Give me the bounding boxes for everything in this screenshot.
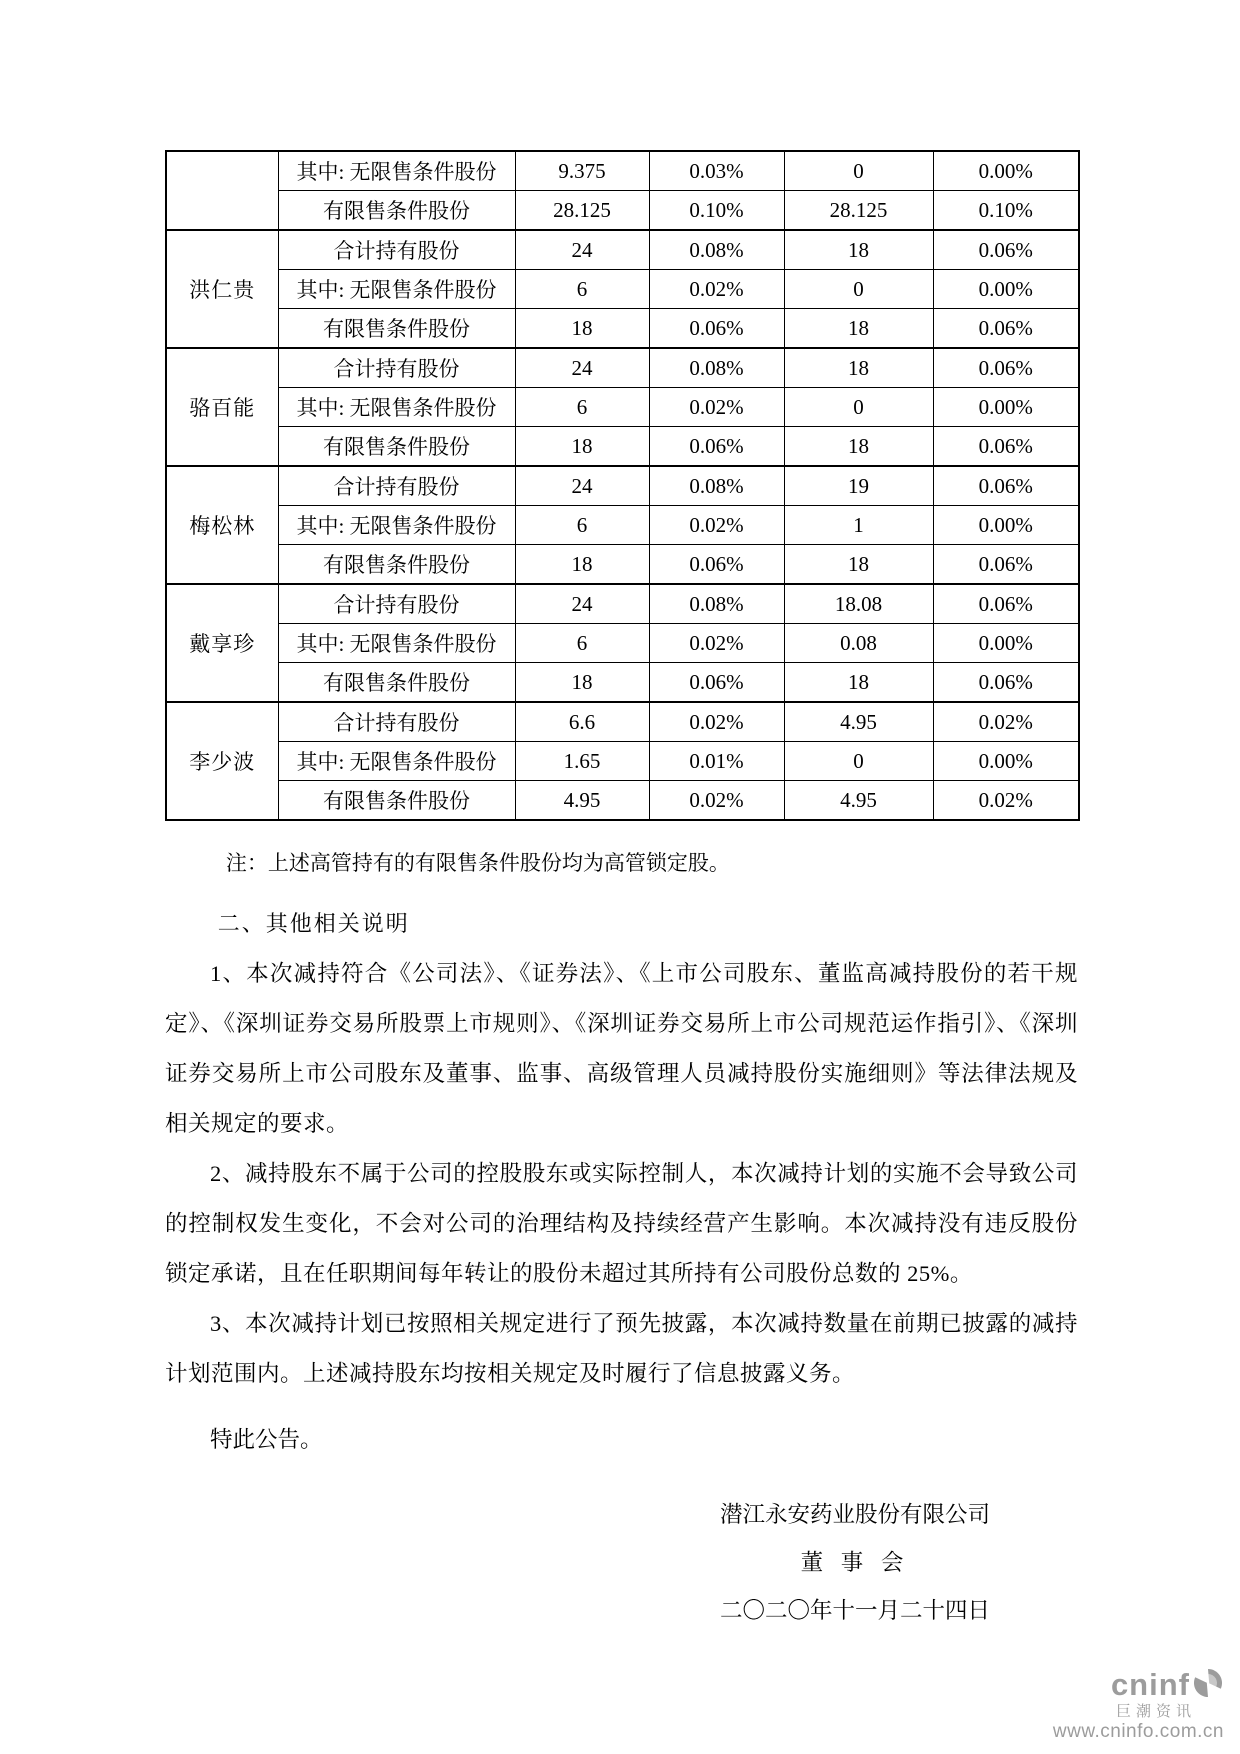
cell-value: 4.95 <box>784 781 933 821</box>
cell-value: 0 <box>784 742 933 781</box>
cell-value: 24 <box>515 348 649 388</box>
signature-block <box>720 1491 990 1635</box>
cell-value: 0.06% <box>933 584 1079 624</box>
cell-value: 0.00% <box>933 624 1079 663</box>
cell-value: 24 <box>515 230 649 270</box>
cell-value: 4.95 <box>784 702 933 742</box>
cninfo-watermark <box>1053 1667 1224 1742</box>
paragraph-3: 3、本次减持计划已按照相关规定进行了预先披露，本次减持数量在前期已披露的减持计划范围内。上述减持股东均按相关规定及时履行了信息披露义务。 <box>165 1311 1078 1386</box>
cell-share-type: 其中: 无限售条件股份 <box>278 151 515 191</box>
cell-value: 0.02% <box>933 702 1079 742</box>
cell-value: 18 <box>784 545 933 585</box>
cell-value: 0.02% <box>649 702 784 742</box>
cell-value: 6 <box>515 388 649 427</box>
shareholding-table <box>165 150 1080 821</box>
cell-shareholder-name: 梅松林 <box>166 466 278 584</box>
cell-value: 0.00% <box>933 388 1079 427</box>
cell-share-type: 其中: 无限售条件股份 <box>278 742 515 781</box>
cell-value: 18.08 <box>784 584 933 624</box>
cell-value: 0.06% <box>933 427 1079 467</box>
cell-share-type: 合计持有股份 <box>278 230 515 270</box>
cell-share-type: 有限售条件股份 <box>278 309 515 349</box>
cell-share-type: 有限售条件股份 <box>278 545 515 585</box>
cell-value: 0.06% <box>933 663 1079 703</box>
cell-value: 28.125 <box>784 191 933 231</box>
cell-share-type: 有限售条件股份 <box>278 781 515 821</box>
cell-shareholder-name <box>166 151 278 230</box>
cell-value: 0 <box>784 151 933 191</box>
cell-value: 0.02% <box>649 781 784 821</box>
cell-value: 0.06% <box>649 663 784 703</box>
cell-value: 0.10% <box>933 191 1079 231</box>
board-of-directors: 董 事 会 <box>800 1550 910 1575</box>
cell-value: 1 <box>784 506 933 545</box>
cell-share-type: 有限售条件股份 <box>278 191 515 231</box>
cell-value: 0.08% <box>649 466 784 506</box>
cell-value: 0.06% <box>933 309 1079 349</box>
announcement-date: 二〇二〇年十一月二十四日 <box>719 1598 990 1623</box>
cell-shareholder-name: 骆百能 <box>166 348 278 466</box>
cell-value: 0.08 <box>784 624 933 663</box>
cell-value: 0.02% <box>933 781 1079 821</box>
document-content <box>165 150 1078 1635</box>
cell-value: 0.08% <box>649 230 784 270</box>
cell-value: 18 <box>515 545 649 585</box>
cell-share-type: 其中: 无限售条件股份 <box>278 624 515 663</box>
cell-value: 0.02% <box>649 388 784 427</box>
cell-value: 0.08% <box>649 584 784 624</box>
cell-share-type: 合计持有股份 <box>278 584 515 624</box>
cell-share-type: 其中: 无限售条件股份 <box>278 506 515 545</box>
cell-value: 0.02% <box>649 506 784 545</box>
cell-value: 18 <box>515 427 649 467</box>
cell-value: 0.01% <box>649 742 784 781</box>
section-heading: 二、其他相关说明 <box>217 911 410 936</box>
cell-value: 0.03% <box>649 151 784 191</box>
cell-value: 0.00% <box>933 742 1079 781</box>
cell-value: 18 <box>784 309 933 349</box>
paragraph-1: 1、本次减持符合《公司法》、《证券法》、《上市公司股东、董监高减持股份的若干规定》、《深圳证券交易所股票上市规则》、《深圳证券交易所上市公司规范运作指引》、《深圳证券交易所上市公司股东及董事、监事、高级管理人员减持股份实施细则》等法律法规及相关规定的要求。 <box>165 961 1078 1136</box>
cell-value: 6 <box>515 270 649 309</box>
cell-value: 0 <box>784 388 933 427</box>
cninfo-name-cn: 巨潮资讯 <box>1115 1703 1196 1721</box>
cell-share-type: 有限售条件股份 <box>278 663 515 703</box>
cell-value: 18 <box>784 663 933 703</box>
cell-value: 0.00% <box>933 270 1079 309</box>
cell-value: 1.65 <box>515 742 649 781</box>
cell-value: 0.06% <box>933 545 1079 585</box>
cell-value: 18 <box>515 309 649 349</box>
cell-value: 0.06% <box>933 466 1079 506</box>
paragraph-2: 2、减持股东不属于公司的控股股东或实际控制人，本次减持计划的实施不会导致公司的控制权发生变化，不会对公司的治理结构及持续经营产生影响。本次减持没有违反股份锁定承诺，且在任职期间每年转让的股份未超过其所持有公司股份总数的 25%。 <box>165 1161 1078 1286</box>
cell-value: 4.95 <box>515 781 649 821</box>
closing-statement: 特此公告。 <box>210 1427 323 1452</box>
cell-value: 18 <box>784 427 933 467</box>
cell-value: 0.10% <box>649 191 784 231</box>
cell-value: 0.00% <box>933 506 1079 545</box>
cell-share-type: 合计持有股份 <box>278 466 515 506</box>
cell-value: 0.06% <box>933 348 1079 388</box>
cell-value: 6.6 <box>515 702 649 742</box>
cell-value: 0.02% <box>649 270 784 309</box>
cell-value: 0.08% <box>649 348 784 388</box>
cell-value: 0.00% <box>933 151 1079 191</box>
cninfo-site-url: www.cninfo.com.cn <box>1052 1721 1224 1743</box>
cell-value: 24 <box>515 466 649 506</box>
cell-share-type: 合计持有股份 <box>278 348 515 388</box>
cell-shareholder-name: 洪仁贵 <box>166 230 278 348</box>
cell-share-type: 其中: 无限售条件股份 <box>278 270 515 309</box>
cell-value: 0.06% <box>649 427 784 467</box>
cninfo-swirl-icon <box>1192 1667 1224 1704</box>
cell-value: 0 <box>784 270 933 309</box>
cell-value: 18 <box>784 348 933 388</box>
cell-value: 0.06% <box>649 545 784 585</box>
cell-value: 6 <box>515 506 649 545</box>
cell-value: 24 <box>515 584 649 624</box>
cell-shareholder-name: 戴享珍 <box>166 584 278 702</box>
cell-value: 0.06% <box>649 309 784 349</box>
cell-value: 28.125 <box>515 191 649 231</box>
cell-value: 6 <box>515 624 649 663</box>
cell-value: 0.06% <box>933 230 1079 270</box>
company-name: 潜江永安药业股份有限公司 <box>719 1502 990 1527</box>
cell-value: 0.02% <box>649 624 784 663</box>
table-footnote: 注：上述高管持有的有限售条件股份均为高管锁定股。 <box>225 851 730 875</box>
cell-value: 18 <box>784 230 933 270</box>
cell-value: 18 <box>515 663 649 703</box>
cell-share-type: 有限售条件股份 <box>278 427 515 467</box>
cninfo-brand-text: cninf <box>1110 1666 1190 1702</box>
cell-value: 19 <box>784 466 933 506</box>
cell-share-type: 合计持有股份 <box>278 702 515 742</box>
cell-value: 9.375 <box>515 151 649 191</box>
cell-shareholder-name: 李少波 <box>166 702 278 820</box>
cell-share-type: 其中: 无限售条件股份 <box>278 388 515 427</box>
